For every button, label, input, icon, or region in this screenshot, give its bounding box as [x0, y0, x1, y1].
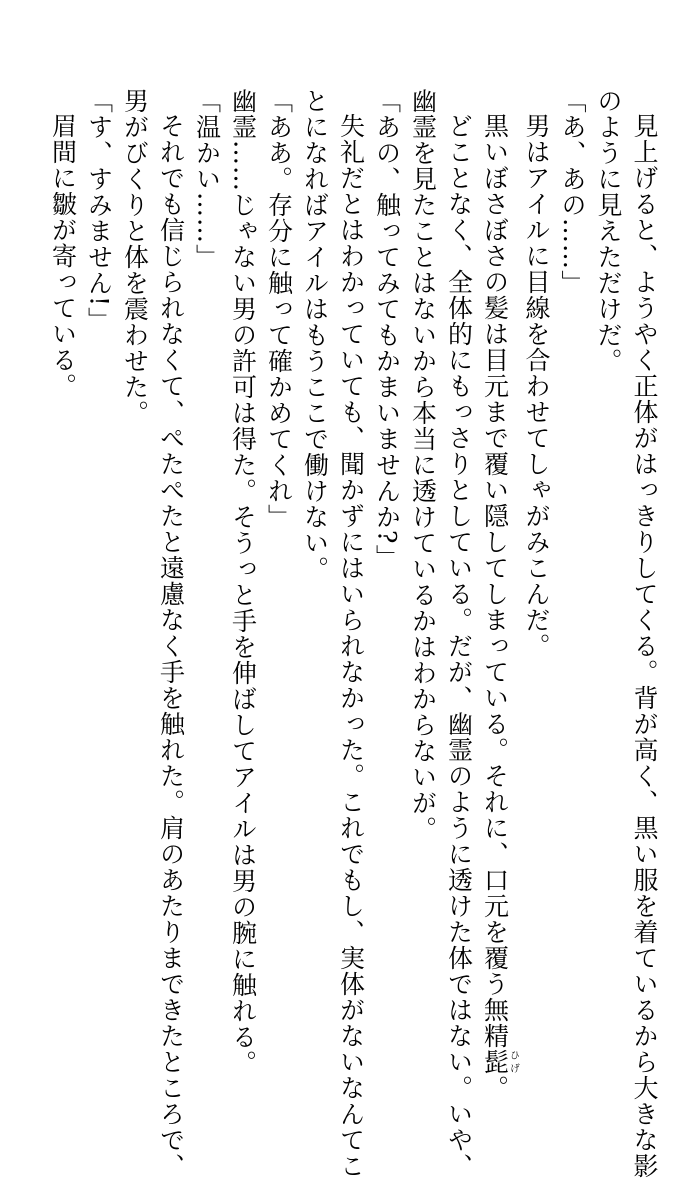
ruby-reading: ひげ	[507, 1049, 519, 1075]
ruby-base: 髭	[480, 1049, 510, 1075]
text-line-4: 男はアイルに目線を合わせてしゃがみこんだ。	[522, 113, 551, 659]
text-line-14: それでも信じられなくて、ぺたぺたと遠慮なく手を触れた。肩のあたりまできたところで、	[156, 113, 186, 1179]
text-line-16: 「す、すみません!」	[84, 88, 114, 334]
text-line-5-end: 。	[480, 1075, 510, 1101]
text-line-11: 「ああ。存分に触って確かめてくれ」	[264, 88, 294, 530]
text-line-2: のように見えただけだ。	[594, 88, 623, 374]
text-line-10: とになればアイルはもうここで働けない。	[300, 88, 330, 582]
text-line-1: 見上げると、ようやく正体がはっきりしてくる。背が高く、黒い服を着ているから大きな影	[630, 113, 659, 1179]
text-line-3: 「あ、あの……」	[558, 88, 587, 296]
text-line-13: 「温かい……」	[192, 88, 222, 270]
text-line-8: 「あの、触ってみてもかまいませんか?」	[372, 88, 402, 571]
text-line-17: 眉間に皺が寄っている。	[48, 113, 78, 399]
text-line-5	[477, 88, 519, 1101]
text-line-6: どことなく、全体的にもっさりとしている。だが、幽霊のように透けた体ではない。いや、	[444, 113, 474, 1179]
text-line-12: 幽霊……じゃない男の許可は得た。そうっと手を伸ばしてアイルは男の腕に触れる。	[228, 88, 258, 1076]
text-line-5-main: 黒いぼさぼさの髪は目元まで覆い隠してしまっている。それに、口元を覆う無精	[480, 113, 510, 1049]
vertical-text-body	[45, 88, 663, 1179]
text-line-9: 失礼だとはわかっていても、聞かずにはいられなかった。これでもし、実体がないなんてこ	[336, 113, 366, 1179]
text-line-15: 男がびくりと体を震わせた。	[120, 88, 150, 426]
text-line-7: 幽霊を見たことはないから本当に透けているかはわからないが。	[408, 88, 438, 842]
furigana-ruby	[480, 1049, 519, 1075]
